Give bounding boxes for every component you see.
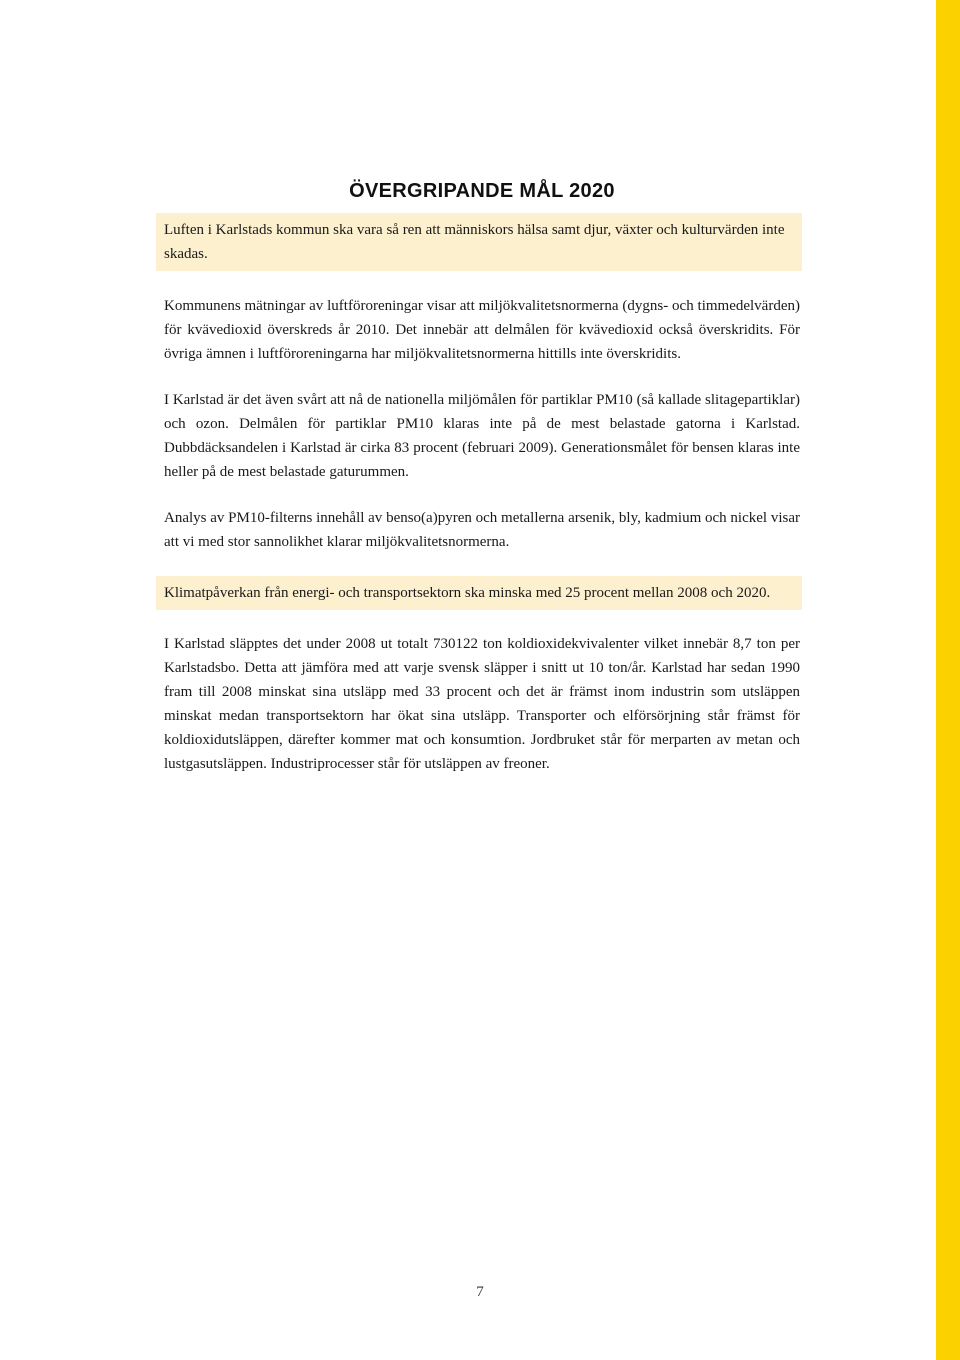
goal-box-air-quality: Luften i Karlstads kommun ska vara så ren att människors hälsa samt djur, växter och kulturvärden inte skadas. [156,213,802,271]
paragraph-particles: I Karlstad är det även svårt att nå de nationella miljömålen för partiklar PM10 (så kallade slitagepartiklar) och ozon. Delmålen för partiklar PM10 klaras inte på de mest belastade gatorna i Karlstad. Dubbdäcksandelen i Karlstad är cirka 83 procent (februari 2009). Generationsmålet för bensen klaras inte heller på de mest belastade gaturummen. [164,392,800,480]
paragraph-analysis: Analys av PM10-filterns innehåll av benso(a)pyren och metallerna arsenik, bly, kadmium och nickel visar att vi med stor sannolikhet klarar miljökvalitetsnormerna. [164,510,800,550]
goal-box-climate: Klimatpåverkan från energi- och transportsektorn ska minska med 25 procent mellan 2008 och 2020. [156,576,802,610]
page-number: 7 [476,1284,484,1300]
paragraph-measurements: Kommunens mätningar av luftföroreningar visar att miljökvalitetsnormerna (dygns- och timmedelvärden) för kvävedioxid överskreds år 2010. Det innebär att delmålen för kvävedioxid också överskridits. För övriga ämnen i luftföroreningarna har miljökvalitetsnormerna hittills inte överskridits. [164,298,800,362]
side-color-stripe [936,0,960,1360]
paragraph-emissions: I Karlstad släpptes det under 2008 ut totalt 730122 ton koldioxidekvivalenter vilket innebär 8,7 ton per Karlstadsbo. Detta att jämföra med att varje svensk släpper i snitt ut 10 ton/år. Karlstad har sedan 1990 fram till 2008 minskat sina utsläpp med 33 procent och det är främst inom industrin som utsläppen minskat medan transportsektorn har ökat sina utsläpp. Transporter och elförsörjning står främst för koldioxidutsläppen, därefter kommer mat och konsumtion. Jordbruket står för merparten av metan och lustgasutsläppen. Industriprocesser står för utsläppen av freoner. [164,636,800,772]
page-content [164,178,800,776]
section-heading: ÖVERGRIPANDE MÅL 2020 [349,180,615,202]
